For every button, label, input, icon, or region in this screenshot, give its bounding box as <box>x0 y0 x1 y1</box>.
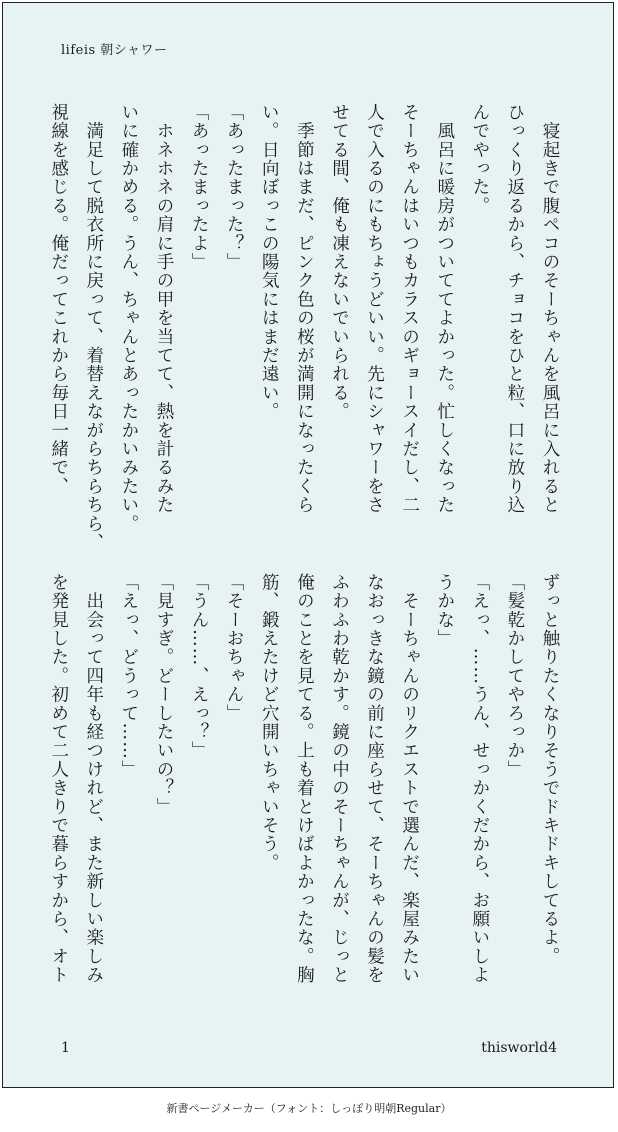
generator-caption: 新書ページメーカー（フォント：しっぽり明朝Regular） <box>166 1102 452 1115</box>
page-number: 1 <box>61 1040 70 1056</box>
text-line: そーちゃんはいつもカラスのギョースイだし、二 <box>399 103 420 515</box>
text-line: ふわふわ乾かす。鏡の中のそーちゃんが、じっと <box>329 573 350 985</box>
text-line: 風呂に暖房がついててよかった。忙しくなった <box>434 103 455 515</box>
text-line: 出会って四年も経つけれど、また新しい楽しみ <box>83 573 104 985</box>
text-line: 「うん……、えっ？」 <box>189 573 210 760</box>
text-line: そーちゃんのリクエストで選んだ、楽屋みたい <box>399 573 420 985</box>
text-line: 「えっ、どうって……」 <box>118 573 139 779</box>
author-name: thisworld4 <box>481 1040 557 1056</box>
text-line: 視線を感じる。俺だってこれから毎日一緒で、 <box>48 103 69 496</box>
text-line: 「そーおちゃん」 <box>224 573 245 723</box>
text-line: 寝起きで腹ペコのそーちゃんを風呂に入れると <box>540 103 560 515</box>
text-line: ずっと触りたくなりそうでドキドキしてるよ。 <box>540 573 560 966</box>
text-line: 筋、鍛えたけど穴開いちゃいそう。 <box>259 573 280 873</box>
text-line: ひっくり返るから、チョコをひと粒、口に放り込 <box>504 103 525 515</box>
text-line: ホネホネの肩に手の甲を当てて、熱を計るみた <box>153 103 174 515</box>
text-line: い。日向ぼっこの陽気にはまだ遠い。 <box>259 103 280 421</box>
text-line: 人で入るのにもちょうどいい。先にシャワーをさ <box>364 103 385 515</box>
text-line: 「髪乾かしてやろっか」 <box>504 573 525 779</box>
text-line: 俺のことを見てる。上も着とけばよかったな。胸 <box>294 573 315 985</box>
text-line: 「見すぎ。どーしたいの？」 <box>153 573 174 817</box>
text-line: 「あったまった？」 <box>224 103 245 272</box>
text-line: いに確かめる。うん、ちゃんとあったかいみたい。 <box>118 103 139 534</box>
text-line: なおっきな鏡の前に座らせて、そーちゃんの髪を <box>364 573 385 985</box>
text-line: 季節はまだ、ピンク色の桜が満開になったくら <box>294 103 315 515</box>
text-line: 満足して脱衣所に戻って、着替えながらちらちら、 <box>83 103 104 552</box>
book-page <box>2 2 614 1088</box>
text-line: うかな」 <box>434 573 455 648</box>
text-line: を発見した。初めて二人きりで暮らすから、オト <box>48 573 69 985</box>
page-header: lifeis 朝シャワー <box>61 43 168 58</box>
text-line: んでやった。 <box>469 103 490 216</box>
text-line: せてる間、俺も凍えないでいられる。 <box>329 103 350 421</box>
text-block-upper <box>48 103 567 552</box>
text-line: 「えっ、……うん、せっかくだから、お願いしよ <box>469 573 490 985</box>
text-line: 「あったまったよ」 <box>189 103 210 272</box>
text-block-lower <box>48 573 567 993</box>
